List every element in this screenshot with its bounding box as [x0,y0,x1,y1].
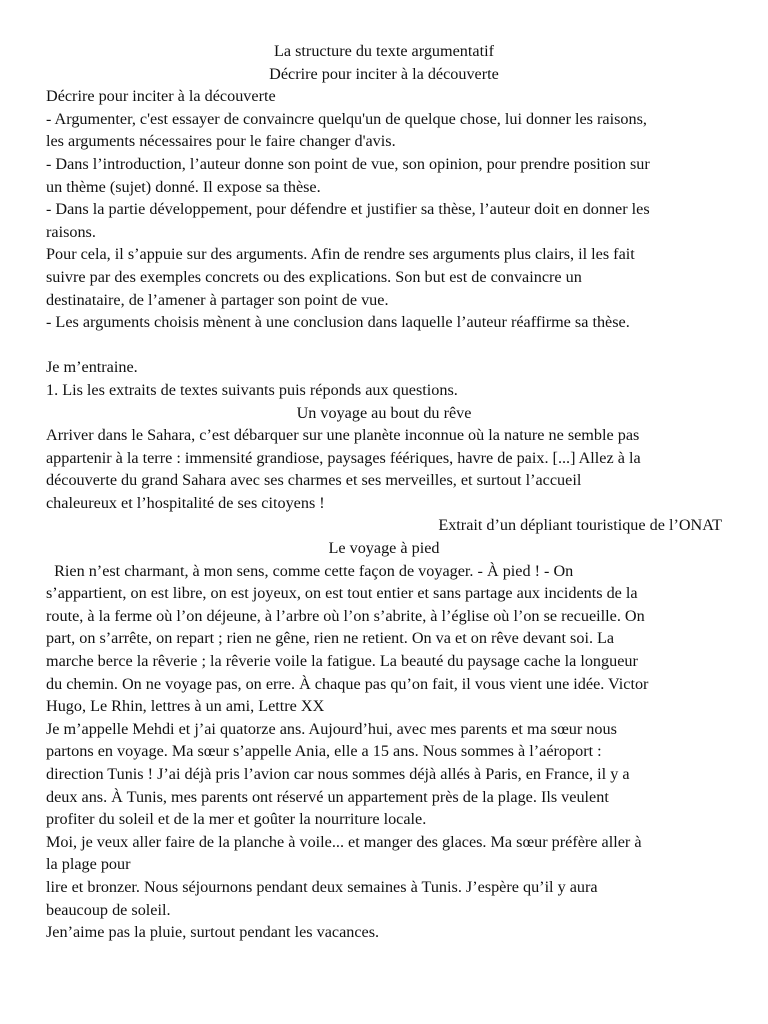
theory-line: un thème (sujet) donné. Il expose sa thèse. [46,177,321,196]
text1-line: découverte du grand Sahara avec ses charmes et ses merveilles, et surtout l’accueil [46,471,582,490]
exercise-instruction: 1. Lis les extraits de textes suivants puis réponds aux questions. [46,380,458,399]
text1-line: Arriver dans le Sahara, c’est débarquer sur une planète inconnue où la nature ne semble pas [46,426,640,445]
text3-line: lire et bronzer. Nous séjournons pendant deux semaines à Tunis. J’espère qu’il y aura [46,877,598,896]
text1-title: Un voyage au bout du rêve [296,403,472,422]
text3-line: profiter du soleil et de la mer et goûter la nourriture locale. [46,810,427,829]
blank-line [46,334,722,357]
theory-heading: Décrire pour inciter à la découverte [46,87,276,106]
theory-line: les arguments nécessaires pour le faire changer d'avis. [46,132,396,151]
text3-line: beaucoup de soleil. [46,900,171,919]
theory-line: - Argumenter, c'est essayer de convaincre quelqu'un de quelque chose, lui donner les raisons, [46,109,647,128]
theory-line: suivre par des exemples concrets ou des explications. Son but est de convaincre un [46,267,582,286]
text3-line: Moi, je veux aller faire de la planche à voile... et manger des glaces. Ma sœur préfère aller à [46,832,642,851]
theory-line: destinataire, de l’amener à partager son point de vue. [46,290,389,309]
document-title: La structure du texte argumentatif [274,42,494,60]
text2-line: s’appartient, on est libre, on est joyeux, on est tout entier et sans partage aux incidents de la [46,584,638,603]
theory-line: - Dans l’introduction, l’auteur donne son point de vue, son opinion, pour prendre position sur [46,154,650,173]
theory-line: raisons. [46,222,96,241]
text3-line: Je m’appelle Mehdi et j’ai quatorze ans. Aujourd’hui, avec mes parents et ma sœur nous [46,719,617,738]
theory-line: - Dans la partie développement, pour défendre et justifier sa thèse, l’auteur doit en donner les [46,200,650,219]
text2-line: part, on s’arrête, on repart ; rien ne gêne, rien ne retient. On va et on rêve devant soi. La [46,629,615,648]
document-subtitle: Décrire pour inciter à la découverte [269,64,499,83]
text3-line: Jen’aime pas la pluie, surtout pendant les vacances. [46,923,380,942]
text3-line: la plage pour [46,855,131,874]
text2-line: Hugo, Le Rhin, lettres à un ami, Lettre XX [46,697,325,716]
text1-line: chaleureux et l’hospitalité de ses citoyens ! [46,493,325,512]
text2-line: du chemin. On ne voyage pas, on erre. À chaque pas qu’on fait, il vous vient une idée. Victor [46,674,649,693]
text2-line: route, à la ferme où l’on déjeune, à l’arbre où l’on s’abrite, à l’église où l’on se recueille. On [46,606,645,625]
theory-line: Pour cela, il s’appuie sur des arguments. Afin de rendre ses arguments plus clairs, il les fait [46,245,635,264]
text2-title: Le voyage à pied [328,539,440,558]
text3-line: direction Tunis ! J’ai déjà pris l’avion car nous sommes déjà allés à Paris, en France, il y a [46,765,630,783]
text2-line: Rien n’est charmant, à mon sens, comme cette façon de voyager. - À pied ! - On [46,561,574,580]
text1-source: Extrait d’un dépliant touristique de l’ONAT [438,516,722,535]
theory-line: - Les arguments choisis mènent à une conclusion dans laquelle l’auteur réaffirme sa thèse. [46,313,630,332]
text1-line: appartenir à la terre : immensité grandiose, paysages féériques, havre de paix. [...] Allez à la [46,448,641,467]
text3-line: partons en voyage. Ma sœur s’appelle Ania, elle a 15 ans. Nous sommes à l’aéroport : [46,742,602,761]
exercise-heading: Je m’entraine. [46,358,138,377]
text2-line: marche berce la rêverie ; la rêverie voile la fatigue. La beauté du paysage cache la longueur [46,652,638,671]
text3-line: deux ans. À Tunis, mes parents ont réservé un appartement près de la plage. Ils veulent [46,787,609,806]
